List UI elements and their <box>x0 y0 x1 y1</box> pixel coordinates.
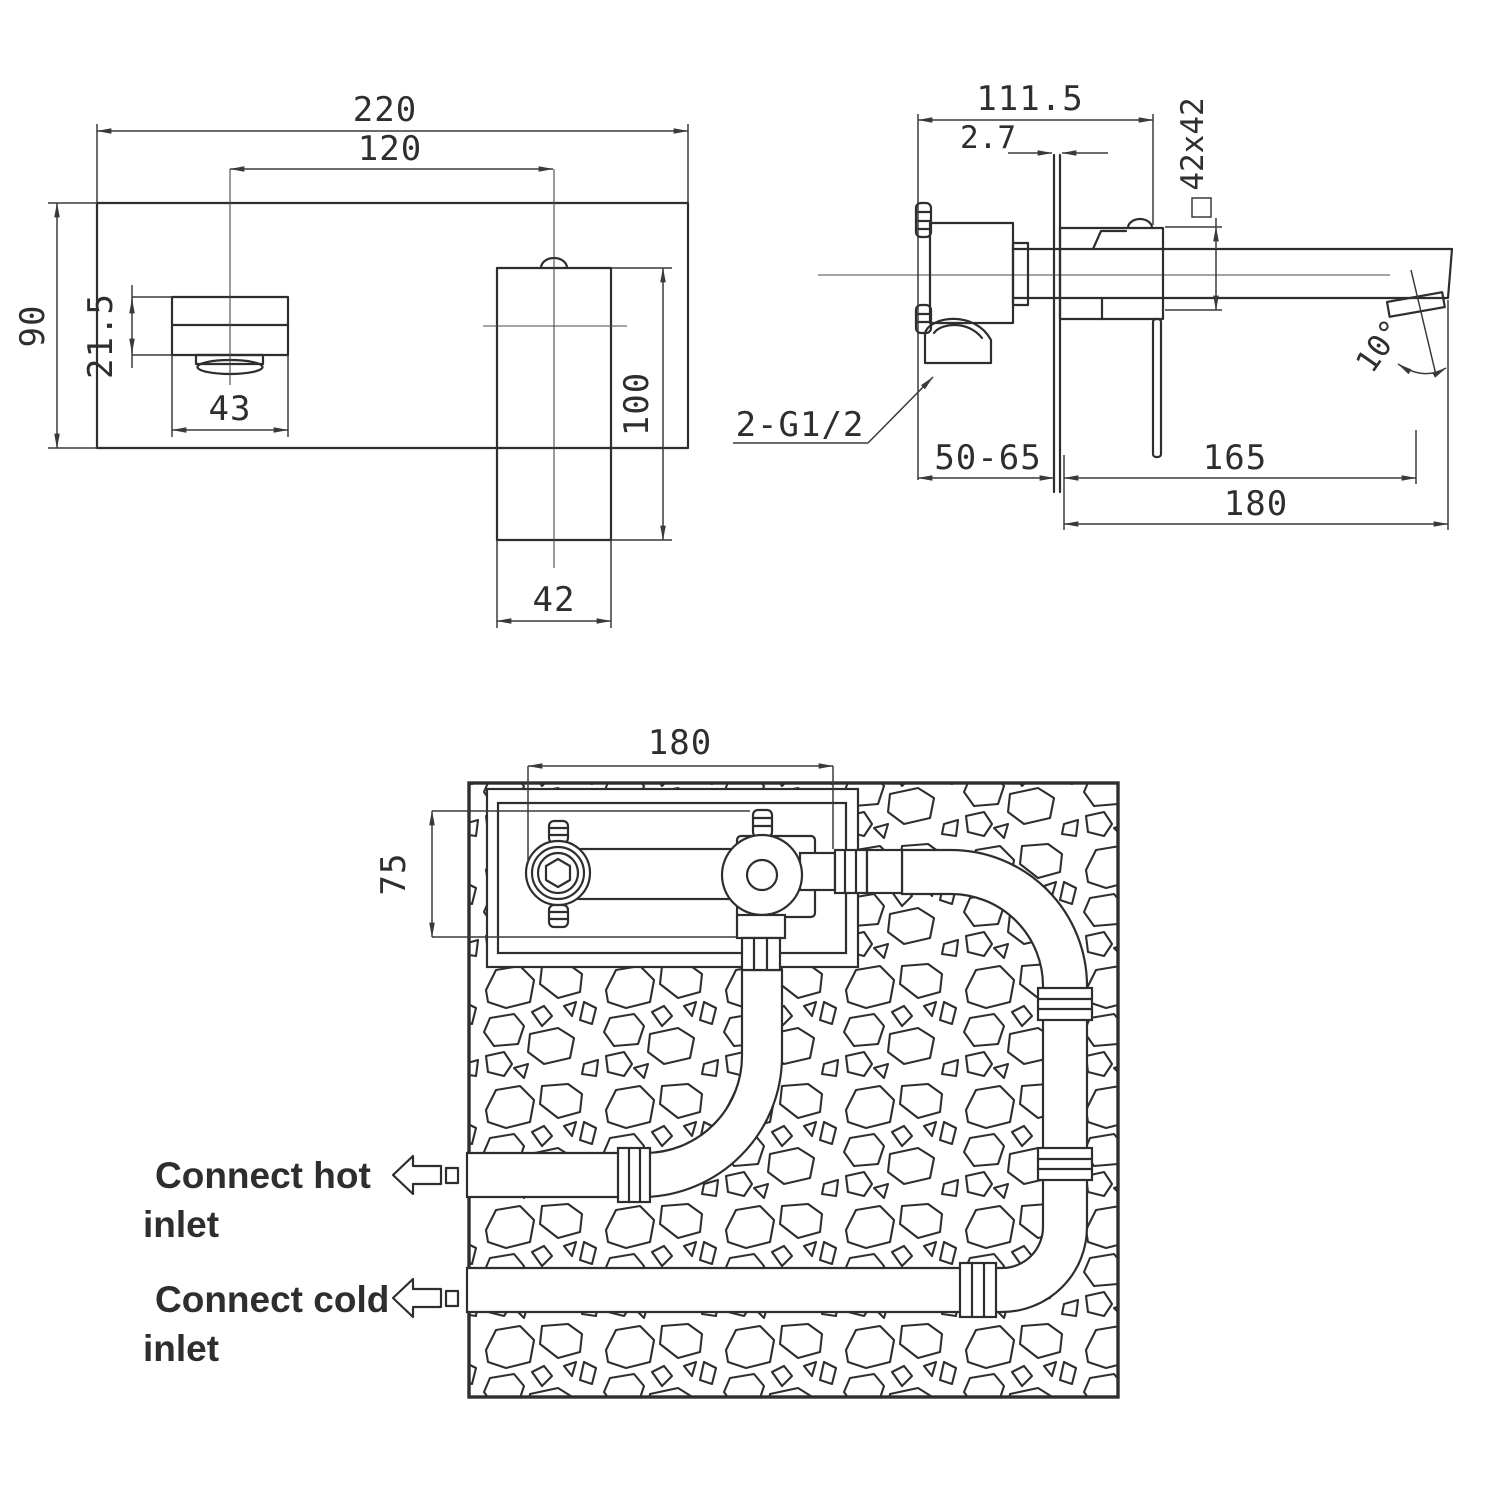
dim-side-depth: 111.5 <box>976 79 1084 119</box>
cold-inlet-label-line2: inlet <box>143 1328 220 1369</box>
front-view-geometry <box>97 169 688 568</box>
installation-view <box>143 723 1118 1397</box>
hot-inlet-arrow-icon <box>393 1156 441 1194</box>
dim-front-spout-width: 42 <box>532 580 576 620</box>
side-handle-block <box>1060 228 1163 319</box>
cold-inlet-arrow-icon <box>393 1279 441 1317</box>
dim-side-reach-total: 180 <box>1223 484 1289 524</box>
dim-side-spout-section: 42x42 <box>1175 97 1211 191</box>
dim-front-width: 220 <box>352 90 418 130</box>
dim-front-hole-spacing: 120 <box>357 129 423 169</box>
dim-front-handle-height: 21.5 <box>81 293 121 379</box>
dim-side-angle: 10° <box>1349 313 1411 380</box>
side-view-dimensions <box>733 79 1448 530</box>
side-aerator <box>1387 292 1445 316</box>
cold-inlet-callout <box>143 1279 458 1369</box>
dim-install-spacing: 180 <box>647 723 713 763</box>
side-lever <box>1153 319 1161 457</box>
hot-inlet-label-line1: Connect hot <box>155 1155 371 1196</box>
dim-install-height: 75 <box>374 852 414 896</box>
dim-side-reach-aerator: 165 <box>1202 438 1268 478</box>
front-view-dimensions <box>13 90 688 628</box>
front-view <box>13 90 688 628</box>
side-handle-dome <box>1128 219 1152 228</box>
side-valve-body <box>930 223 1013 323</box>
dim-front-plate-height: 90 <box>13 304 53 348</box>
note-thread: 2-G1/2 <box>735 405 865 445</box>
hot-inlet-label-line2: inlet <box>143 1204 220 1245</box>
cold-inlet-label-line1: Connect cold <box>155 1279 390 1320</box>
cold-inlet-port-icon <box>446 1291 458 1306</box>
side-view <box>733 79 1452 530</box>
hot-inlet-port-icon <box>446 1168 458 1183</box>
dim-front-handle-width: 43 <box>208 389 252 429</box>
mixer-cartridge <box>722 835 802 915</box>
spout-outlet-port <box>526 841 590 905</box>
dim-side-plate-thickness: 2.7 <box>960 120 1016 156</box>
dim-side-wall-range: 50-65 <box>934 438 1042 478</box>
dim-front-spout-drop: 100 <box>617 371 657 437</box>
side-view-geometry <box>818 155 1452 492</box>
side-spout <box>1013 249 1452 298</box>
hot-inlet-callout <box>143 1155 458 1245</box>
square-section-icon <box>1192 198 1211 217</box>
